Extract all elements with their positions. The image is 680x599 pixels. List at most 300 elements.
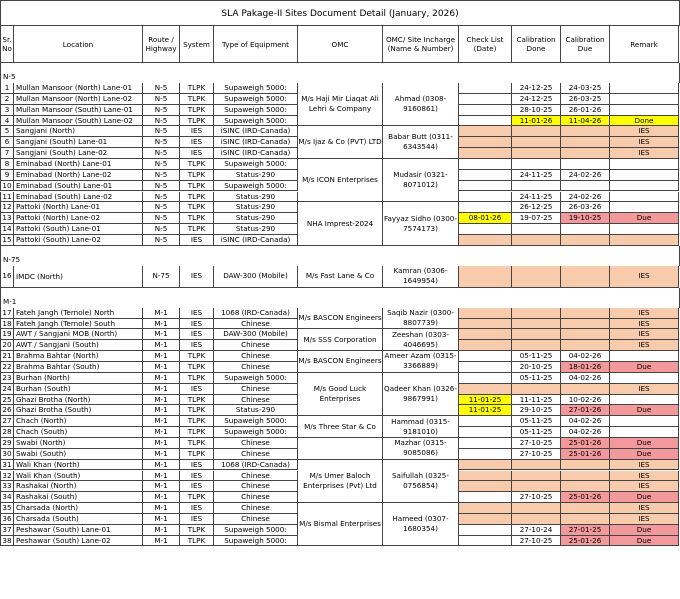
route: N-5 bbox=[143, 137, 180, 148]
route: N-5 bbox=[143, 192, 180, 203]
location: Sangjani (South) Lane-01 bbox=[14, 137, 143, 148]
route: N-5 bbox=[143, 170, 180, 181]
location: Chach (South) bbox=[14, 427, 143, 438]
status-badge: Due bbox=[610, 438, 679, 449]
status-badge bbox=[610, 170, 679, 181]
calibration-done bbox=[512, 471, 561, 482]
calibration-due bbox=[561, 308, 610, 319]
row-number: 17 bbox=[0, 308, 14, 319]
route: M-1 bbox=[143, 340, 180, 351]
row-number: 37 bbox=[0, 525, 14, 536]
header-location: Location bbox=[14, 26, 143, 63]
route: N-5 bbox=[143, 235, 180, 246]
checklist-date bbox=[459, 137, 512, 148]
status-badge: Due bbox=[610, 362, 679, 373]
system: IES bbox=[180, 481, 214, 492]
system: IES bbox=[180, 329, 214, 340]
row-number: 24 bbox=[0, 384, 14, 395]
calibration-done: 24-11-25 bbox=[512, 192, 561, 203]
incharge: Mazhar (0315-9085086) bbox=[383, 438, 459, 460]
row-number: 28 bbox=[0, 427, 14, 438]
calibration-done: 05-11-25 bbox=[512, 351, 561, 362]
location: Brahma Bahtar (North) bbox=[14, 351, 143, 362]
omc-name bbox=[298, 438, 383, 460]
system: TLPK bbox=[180, 405, 214, 416]
calibration-due: 25-01-26 bbox=[561, 449, 610, 460]
location: Eminabad (North) Lane-02 bbox=[14, 170, 143, 181]
route: N-5 bbox=[143, 116, 180, 127]
checklist-date bbox=[459, 159, 512, 170]
calibration-done: 19-07-25 bbox=[512, 213, 561, 224]
checklist-date bbox=[459, 525, 512, 536]
checklist-date bbox=[459, 362, 512, 373]
status-badge bbox=[610, 202, 679, 213]
calibration-due bbox=[561, 148, 610, 159]
omc-name: M/s BASCON Engineers bbox=[298, 308, 383, 330]
system: IES bbox=[180, 126, 214, 137]
calibration-done: 11-11-25 bbox=[512, 395, 561, 406]
equipment: Chinese bbox=[214, 514, 298, 525]
header-system: System bbox=[180, 26, 214, 63]
equipment: Chinese bbox=[214, 449, 298, 460]
checklist-date bbox=[459, 235, 512, 246]
calibration-due bbox=[561, 514, 610, 525]
equipment: Chinese bbox=[214, 438, 298, 449]
status-badge: Due bbox=[610, 492, 679, 503]
incharge: Hameed (0307-1680354) bbox=[383, 503, 459, 546]
equipment: Chinese bbox=[214, 492, 298, 503]
header-remark: Remark bbox=[610, 26, 679, 63]
equipment: Chinese bbox=[214, 503, 298, 514]
calibration-done bbox=[512, 481, 561, 492]
calibration-due: 11-04-26 bbox=[561, 116, 610, 127]
location: Swabi (North) bbox=[14, 438, 143, 449]
status-badge bbox=[610, 351, 679, 362]
calibration-done bbox=[512, 319, 561, 330]
row-number: 15 bbox=[0, 235, 14, 246]
section-header: N-75 bbox=[0, 255, 680, 266]
checklist-date bbox=[459, 384, 512, 395]
calibration-done bbox=[512, 460, 561, 471]
equipment: iSINC (IRD-Canada) bbox=[214, 137, 298, 148]
status-badge: IES bbox=[610, 514, 679, 525]
equipment: Status-290 bbox=[214, 170, 298, 181]
route: M-1 bbox=[143, 503, 180, 514]
equipment: iSINC (IRD-Canada) bbox=[214, 126, 298, 137]
header-sr-no: Sr. No bbox=[0, 26, 14, 63]
route: M-1 bbox=[143, 416, 180, 427]
system: IES bbox=[180, 514, 214, 525]
checklist-date bbox=[459, 94, 512, 105]
route: M-1 bbox=[143, 329, 180, 340]
row-number: 29 bbox=[0, 438, 14, 449]
calibration-done bbox=[512, 126, 561, 137]
route: N-5 bbox=[143, 181, 180, 192]
incharge: Ameer Azam (0315-3366889) bbox=[383, 351, 459, 373]
system: TLPK bbox=[180, 213, 214, 224]
calibration-due bbox=[561, 384, 610, 395]
system: TLPK bbox=[180, 202, 214, 213]
system: TLPK bbox=[180, 224, 214, 235]
status-badge: Due bbox=[610, 405, 679, 416]
system: TLPK bbox=[180, 116, 214, 127]
location: Mullan Mansoor (North) Lane-02 bbox=[14, 94, 143, 105]
calibration-due bbox=[561, 471, 610, 482]
location: Peshawar (South) Lane-02 bbox=[14, 536, 143, 547]
calibration-done bbox=[512, 235, 561, 246]
status-badge bbox=[610, 235, 679, 246]
checklist-date bbox=[459, 438, 512, 449]
calibration-done bbox=[512, 308, 561, 319]
system: TLPK bbox=[180, 181, 214, 192]
route: M-1 bbox=[143, 373, 180, 384]
route: M-1 bbox=[143, 481, 180, 492]
route: M-1 bbox=[143, 395, 180, 406]
row-number: 9 bbox=[0, 170, 14, 181]
route: M-1 bbox=[143, 460, 180, 471]
calibration-done: 05-11-25 bbox=[512, 416, 561, 427]
calibration-done bbox=[512, 137, 561, 148]
row-number: 23 bbox=[0, 373, 14, 384]
calibration-done: 24-11-25 bbox=[512, 170, 561, 181]
equipment: Chinese bbox=[214, 395, 298, 406]
calibration-done: 05-11-25 bbox=[512, 373, 561, 384]
location: AWT / Sangjani MOB (North) bbox=[14, 329, 143, 340]
system: IES bbox=[180, 471, 214, 482]
equipment: Supaweigh 5000: bbox=[214, 94, 298, 105]
checklist-date: 11-01-25 bbox=[459, 405, 512, 416]
section-header: N-5 bbox=[0, 72, 680, 83]
status-badge: IES bbox=[610, 503, 679, 514]
calibration-due: 27-01-26 bbox=[561, 405, 610, 416]
row-number: 25 bbox=[0, 395, 14, 406]
calibration-done: 27-10-25 bbox=[512, 492, 561, 503]
location: Wali Khan (South) bbox=[14, 471, 143, 482]
row-number: 12 bbox=[0, 202, 14, 213]
equipment: Supaweigh 5000: bbox=[214, 159, 298, 170]
equipment: Status-290 bbox=[214, 405, 298, 416]
calibration-due: 04-02-26 bbox=[561, 351, 610, 362]
row-number: 36 bbox=[0, 514, 14, 525]
system: TLPK bbox=[180, 449, 214, 460]
calibration-done: 20-10-25 bbox=[512, 362, 561, 373]
row-number: 5 bbox=[0, 126, 14, 137]
header-equipment: Type of Equipment bbox=[214, 26, 298, 63]
equipment: Supaweigh 5000: bbox=[214, 536, 298, 547]
row-number: 2 bbox=[0, 94, 14, 105]
omc-name: M/s Haji Mir Liaqat Ali Lehri & Company bbox=[298, 83, 383, 126]
calibration-due bbox=[561, 126, 610, 137]
page-title: SLA Pakage-II Sites Document Detail (January, 2026) bbox=[0, 0, 680, 26]
equipment: Chinese bbox=[214, 362, 298, 373]
calibration-due: 26-01-26 bbox=[561, 105, 610, 116]
location: Wali Khan (North) bbox=[14, 460, 143, 471]
omc-name: M/s BASCON Engineers bbox=[298, 351, 383, 373]
checklist-date bbox=[459, 224, 512, 235]
location: Rashakai (South) bbox=[14, 492, 143, 503]
calibration-done bbox=[512, 266, 561, 288]
omc-name: M/s Fast Lane & Co bbox=[298, 266, 383, 288]
checklist-date bbox=[459, 266, 512, 288]
system: TLPK bbox=[180, 170, 214, 181]
calibration-done: 24-12-25 bbox=[512, 83, 561, 94]
calibration-due: 26-03-26 bbox=[561, 202, 610, 213]
route: M-1 bbox=[143, 536, 180, 547]
incharge: Fayyaz Sidho (0300-7574173) bbox=[383, 202, 459, 245]
incharge: Zeeshan (0303-4046695) bbox=[383, 329, 459, 351]
calibration-due bbox=[561, 481, 610, 492]
omc-name: M/s Bismal Enterprises bbox=[298, 503, 383, 546]
calibration-due bbox=[561, 235, 610, 246]
checklist-date bbox=[459, 148, 512, 159]
checklist-date bbox=[459, 351, 512, 362]
checklist-date bbox=[459, 319, 512, 330]
location: Eminabad (South) Lane-02 bbox=[14, 192, 143, 203]
location: Eminabad (South) Lane-01 bbox=[14, 181, 143, 192]
system: TLPK bbox=[180, 83, 214, 94]
status-badge: Due bbox=[610, 536, 679, 547]
row-number: 3 bbox=[0, 105, 14, 116]
location: Brahma Bahtar (South) bbox=[14, 362, 143, 373]
row-number: 19 bbox=[0, 329, 14, 340]
route: M-1 bbox=[143, 319, 180, 330]
system: IES bbox=[180, 503, 214, 514]
calibration-due: 25-01-26 bbox=[561, 438, 610, 449]
location: Pattoki (South) Lane-01 bbox=[14, 224, 143, 235]
status-badge bbox=[610, 373, 679, 384]
row-number: 11 bbox=[0, 192, 14, 203]
equipment: Status-290 bbox=[214, 213, 298, 224]
calibration-due: 24-02-26 bbox=[561, 192, 610, 203]
checklist-date bbox=[459, 481, 512, 492]
location: Sangjani (North) bbox=[14, 126, 143, 137]
equipment: Supaweigh 5000: bbox=[214, 83, 298, 94]
calibration-done: 29-10-25 bbox=[512, 405, 561, 416]
row-number: 38 bbox=[0, 536, 14, 547]
route: N-5 bbox=[143, 83, 180, 94]
route: M-1 bbox=[143, 449, 180, 460]
calibration-done bbox=[512, 384, 561, 395]
calibration-due bbox=[561, 137, 610, 148]
system: TLPK bbox=[180, 438, 214, 449]
route: M-1 bbox=[143, 384, 180, 395]
row-number: 1 bbox=[0, 83, 14, 94]
calibration-due: 04-02-26 bbox=[561, 373, 610, 384]
system: TLPK bbox=[180, 159, 214, 170]
checklist-date bbox=[459, 340, 512, 351]
system: TLPK bbox=[180, 105, 214, 116]
row-number: 32 bbox=[0, 471, 14, 482]
checklist-date bbox=[459, 449, 512, 460]
location: Fateh Jangh (Ternole) South bbox=[14, 319, 143, 330]
equipment: Supaweigh 5000: bbox=[214, 105, 298, 116]
equipment: Chinese bbox=[214, 340, 298, 351]
calibration-done: 26-12-25 bbox=[512, 202, 561, 213]
calibration-done: 27-10-24 bbox=[512, 525, 561, 536]
system: TLPK bbox=[180, 395, 214, 406]
equipment: iSINC (IRD-Canada) bbox=[214, 235, 298, 246]
checklist-date bbox=[459, 170, 512, 181]
checklist-date bbox=[459, 181, 512, 192]
calibration-due: 04-02-26 bbox=[561, 416, 610, 427]
row-number: 8 bbox=[0, 159, 14, 170]
route: M-1 bbox=[143, 362, 180, 373]
location: AWT / Sangjani (South) bbox=[14, 340, 143, 351]
equipment: Chinese bbox=[214, 384, 298, 395]
route: M-1 bbox=[143, 492, 180, 503]
omc-name: M/s Umer Baloch Enterprises (Pvt) Ltd bbox=[298, 460, 383, 503]
status-badge: IES bbox=[610, 126, 679, 137]
row-number: 33 bbox=[0, 481, 14, 492]
calibration-done: 11-01-26 bbox=[512, 116, 561, 127]
incharge: Qadeer Khan (0326-9867991) bbox=[383, 373, 459, 416]
route: M-1 bbox=[143, 525, 180, 536]
equipment: Supaweigh 5000: bbox=[214, 416, 298, 427]
status-badge: IES bbox=[610, 460, 679, 471]
location: Pattoki (North) Lane-01 bbox=[14, 202, 143, 213]
status-badge: Done bbox=[610, 116, 679, 127]
equipment: 1068 (IRD-Canada) bbox=[214, 460, 298, 471]
calibration-done bbox=[512, 340, 561, 351]
calibration-due: 18-01-26 bbox=[561, 362, 610, 373]
system: TLPK bbox=[180, 416, 214, 427]
calibration-due bbox=[561, 340, 610, 351]
status-badge: IES bbox=[610, 340, 679, 351]
omc-name: M/s Good Luck Enterprises bbox=[298, 373, 383, 416]
calibration-due: 25-01-26 bbox=[561, 492, 610, 503]
checklist-date bbox=[459, 492, 512, 503]
calibration-done: 05-11-25 bbox=[512, 427, 561, 438]
location: Charsada (North) bbox=[14, 503, 143, 514]
checklist-date bbox=[459, 126, 512, 137]
status-badge bbox=[610, 192, 679, 203]
status-badge: Due bbox=[610, 525, 679, 536]
row-number: 34 bbox=[0, 492, 14, 503]
route: N-5 bbox=[143, 159, 180, 170]
checklist-date bbox=[459, 514, 512, 525]
route: N-5 bbox=[143, 94, 180, 105]
spacer bbox=[0, 246, 680, 255]
row-number: 4 bbox=[0, 116, 14, 127]
calibration-done bbox=[512, 503, 561, 514]
omc-name: NHA Imprest-2024 bbox=[298, 202, 383, 245]
checklist-date bbox=[459, 105, 512, 116]
location: Pattoki (South) Lane-02 bbox=[14, 235, 143, 246]
system: TLPK bbox=[180, 351, 214, 362]
calibration-due bbox=[561, 319, 610, 330]
header-checklist: Check List (Date) bbox=[459, 26, 512, 63]
location: IMDC (North) bbox=[14, 266, 143, 288]
row-number: 7 bbox=[0, 148, 14, 159]
calibration-due: 10-02-26 bbox=[561, 395, 610, 406]
incharge: Ahmad (0308-9160861) bbox=[383, 83, 459, 126]
checklist-date bbox=[459, 308, 512, 319]
status-badge bbox=[610, 83, 679, 94]
status-badge bbox=[610, 159, 679, 170]
system: TLPK bbox=[180, 492, 214, 503]
route: M-1 bbox=[143, 308, 180, 319]
route: N-75 bbox=[143, 266, 180, 288]
location: Chach (North) bbox=[14, 416, 143, 427]
route: M-1 bbox=[143, 438, 180, 449]
route: N-5 bbox=[143, 202, 180, 213]
checklist-date bbox=[459, 202, 512, 213]
status-badge bbox=[610, 416, 679, 427]
calibration-done: 24-12-25 bbox=[512, 94, 561, 105]
status-badge bbox=[610, 181, 679, 192]
checklist-date: 08-01-26 bbox=[459, 213, 512, 224]
calibration-done bbox=[512, 148, 561, 159]
status-badge bbox=[610, 224, 679, 235]
calibration-due bbox=[561, 159, 610, 170]
location: Burhan (South) bbox=[14, 384, 143, 395]
row-number: 13 bbox=[0, 213, 14, 224]
calibration-due bbox=[561, 224, 610, 235]
system: IES bbox=[180, 266, 214, 288]
location: Peshawar (South) Lane-01 bbox=[14, 525, 143, 536]
spacer bbox=[0, 63, 680, 72]
location: Ghazi Brotha (North) bbox=[14, 395, 143, 406]
incharge: Saifullah (0325-0756854) bbox=[383, 460, 459, 503]
status-badge: IES bbox=[610, 319, 679, 330]
calibration-done bbox=[512, 159, 561, 170]
incharge: Saqib Nazir (0300-8807739) bbox=[383, 308, 459, 330]
calibration-due bbox=[561, 329, 610, 340]
incharge: Mudasir (0321-8071012) bbox=[383, 159, 459, 202]
system: IES bbox=[180, 235, 214, 246]
checklist-date bbox=[459, 329, 512, 340]
calibration-due: 25-01-26 bbox=[561, 536, 610, 547]
equipment: DAW-300 (Mobile) bbox=[214, 329, 298, 340]
location: Sangjani (South) Lane-02 bbox=[14, 148, 143, 159]
system: IES bbox=[180, 340, 214, 351]
checklist-date bbox=[459, 116, 512, 127]
system: IES bbox=[180, 384, 214, 395]
row-number: 31 bbox=[0, 460, 14, 471]
row-number: 27 bbox=[0, 416, 14, 427]
header-calibration-done: Calibration Done bbox=[512, 26, 561, 63]
calibration-due: 04-02-26 bbox=[561, 427, 610, 438]
calibration-due: 26-03-25 bbox=[561, 94, 610, 105]
checklist-date bbox=[459, 427, 512, 438]
location: Mullan Mansoor (South) Lane-01 bbox=[14, 105, 143, 116]
location: Fateh Jangh (Ternole) North bbox=[14, 308, 143, 319]
location: Swabi (South) bbox=[14, 449, 143, 460]
route: N-5 bbox=[143, 224, 180, 235]
checklist-date: 11-01-25 bbox=[459, 395, 512, 406]
location: Charsada (South) bbox=[14, 514, 143, 525]
equipment: Supaweigh 5000: bbox=[214, 116, 298, 127]
incharge: Hammad (0315-9181010) bbox=[383, 416, 459, 438]
equipment: Supaweigh 5000: bbox=[214, 427, 298, 438]
route: M-1 bbox=[143, 427, 180, 438]
header-calibration-due: Calibration Due bbox=[561, 26, 610, 63]
row-number: 21 bbox=[0, 351, 14, 362]
calibration-done bbox=[512, 224, 561, 235]
system: IES bbox=[180, 137, 214, 148]
status-badge bbox=[610, 427, 679, 438]
calibration-due bbox=[561, 181, 610, 192]
omc-name: M/s SSS Corporation bbox=[298, 329, 383, 351]
system: TLPK bbox=[180, 373, 214, 384]
equipment: Supaweigh 5000: bbox=[214, 181, 298, 192]
equipment: Status-290 bbox=[214, 202, 298, 213]
checklist-date bbox=[459, 192, 512, 203]
status-badge: IES bbox=[610, 148, 679, 159]
checklist-date bbox=[459, 536, 512, 547]
system: TLPK bbox=[180, 427, 214, 438]
equipment: Supaweigh 5000: bbox=[214, 525, 298, 536]
